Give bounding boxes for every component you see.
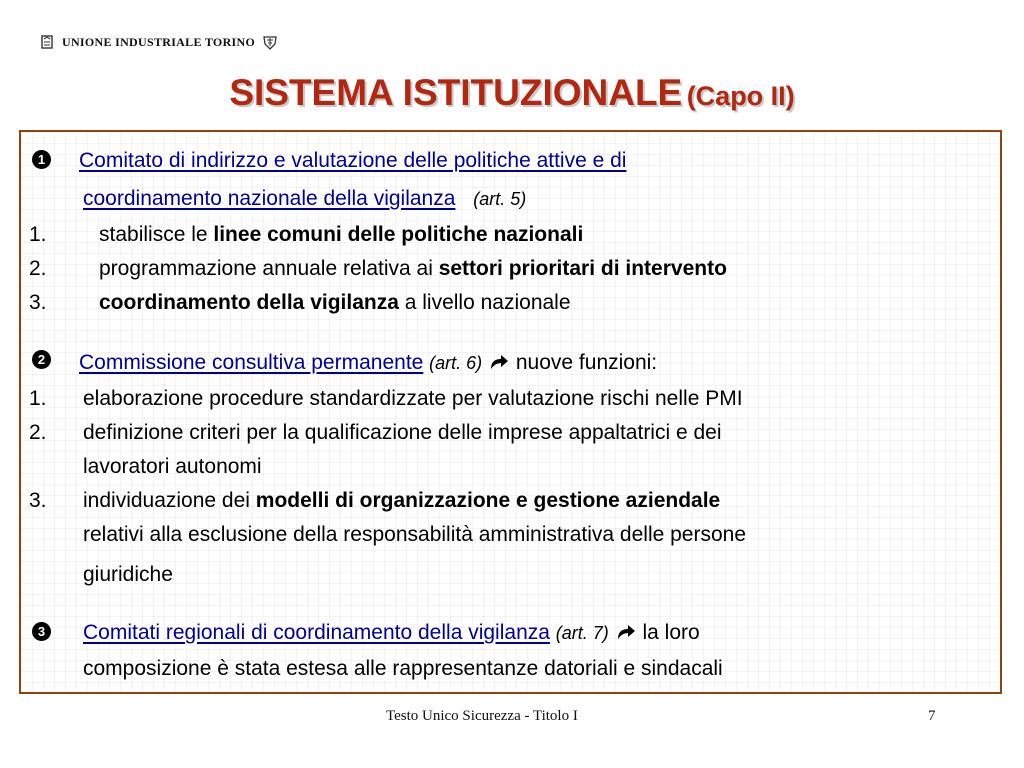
curved-arrow-icon — [488, 353, 510, 371]
title-sub: (Capo II) — [686, 81, 795, 111]
org-header — [40, 34, 277, 50]
section1-badge: 1 — [32, 150, 51, 169]
content-frame — [19, 130, 1002, 694]
s2-item3-line3: giuridiche — [83, 563, 173, 586]
section1-art-ref: (art. 5) — [473, 189, 527, 209]
s2-item3-num: 3. — [29, 489, 47, 512]
section3-heading-line — [83, 620, 700, 646]
s1-item1-num: 1. — [29, 223, 47, 246]
s1-item2-bold: settori prioritari di intervento — [438, 257, 727, 280]
section2-heading-line — [79, 350, 657, 376]
section3-line2: composizione è stata estesa alle rappresentanze datoriali e sindacali — [83, 657, 723, 680]
s2-item3-bold: modelli di organizzazione e gestione aziendale — [255, 489, 721, 512]
section3-art-ref: (art. 7) — [555, 623, 609, 643]
section2-heading-link[interactable]: Commissione consultiva permanente — [79, 351, 424, 374]
section1-heading-link1[interactable]: Comitato di indirizzo e valutazione delle politiche attive e di — [79, 149, 627, 172]
section1-heading-link2[interactable]: coordinamento nazionale della vigilanza — [83, 187, 456, 210]
curved-arrow-icon — [615, 623, 637, 641]
crest-icon — [263, 34, 277, 50]
s1-item3-bold: coordinamento della vigilanza — [99, 291, 399, 314]
s2-item1-line1: elaborazione procedure standardizzate per valutazione rischi nelle PMI — [83, 387, 743, 410]
page-number: 7 — [928, 708, 936, 724]
section1-heading-line1 — [79, 148, 626, 174]
s2-item3-plain: individuazione dei — [83, 489, 256, 512]
section3-trailing: la loro — [642, 621, 700, 644]
section2-badge: 2 — [32, 350, 51, 369]
s1-item2-num: 2. — [29, 257, 47, 280]
s2-item2-line2: lavoratori autonomi — [83, 455, 262, 478]
section1-heading-line2 — [83, 186, 526, 212]
s1-item1-plain: stabilisce le — [99, 223, 214, 246]
s2-item2-num: 2. — [29, 421, 47, 444]
s2-item3-line2: relativi alla esclusione della responsabilità amministrativa delle persone — [83, 523, 747, 546]
section2-art-ref: (art. 6) — [429, 353, 483, 373]
s2-item3-line1 — [83, 488, 720, 514]
s1-item2 — [99, 256, 727, 282]
page-title — [0, 72, 1024, 114]
emblem-icon — [40, 34, 54, 50]
s2-item2-line1: definizione criteri per la qualificazione delle imprese appaltatrici e dei — [83, 421, 722, 444]
s1-item1 — [99, 222, 583, 248]
s2-item1-num: 1. — [29, 387, 47, 410]
section3-badge: 3 — [32, 622, 51, 641]
s1-item2-plain: programmazione annuale relativa ai — [99, 257, 439, 280]
s1-item3-plain: a livello nazionale — [398, 291, 571, 314]
footer-title: Testo Unico Sicurezza - Titolo I — [386, 708, 578, 724]
title-main: SISTEMA ISTITUZIONALE — [229, 72, 683, 113]
s1-item3 — [99, 290, 571, 316]
s1-item3-num: 3. — [29, 291, 47, 314]
section3-heading-link[interactable]: Comitati regionali di coordinamento della vigilanza — [83, 621, 550, 644]
s1-item1-bold: linee comuni delle politiche nazionali — [213, 223, 584, 246]
section2-trailing: nuove funzioni: — [515, 351, 658, 374]
org-name: UNIONE INDUSTRIALE TORINO — [62, 34, 256, 49]
